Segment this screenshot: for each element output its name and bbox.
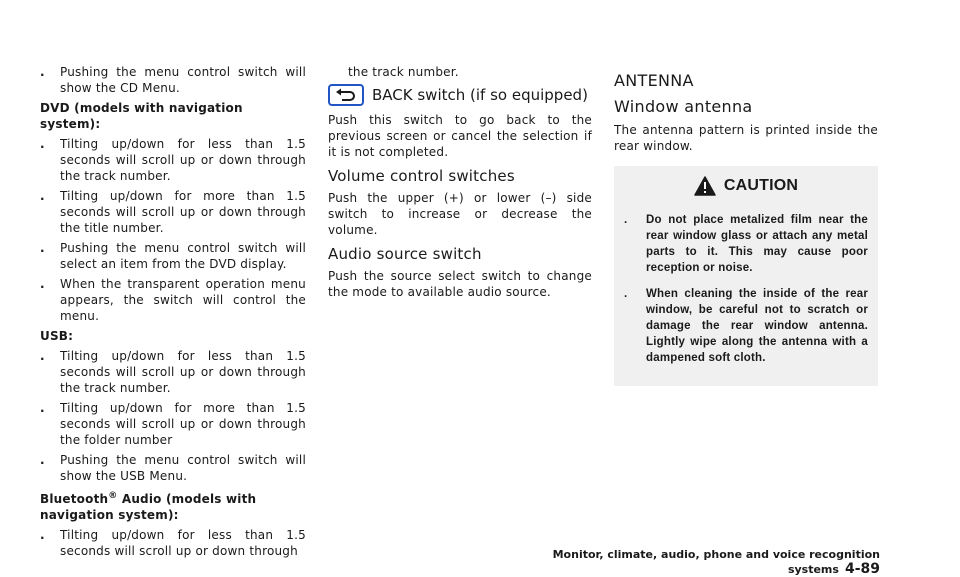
bullet-dot: . xyxy=(40,528,45,542)
column-middle xyxy=(328,64,592,306)
footer-section: Monitor, climate, audio, phone and voice recognition systems xyxy=(552,548,880,576)
bullet-dot: . xyxy=(40,65,45,79)
list-item-text: Pushing the menu control switch will show the CD Menu. xyxy=(60,65,306,95)
list-item xyxy=(40,188,306,236)
dvd-heading: DVD (models with navigation system): xyxy=(40,101,243,131)
caution-item-text: Do not place metalized film near the rear window glass or attach any metal parts to it. This may cause poor reception or noise. xyxy=(646,214,868,274)
bullet-dot: . xyxy=(40,401,45,415)
list-item xyxy=(40,348,306,396)
usb-list xyxy=(40,348,306,484)
bullet-dot: . xyxy=(40,277,45,291)
back-switch-heading xyxy=(328,84,592,106)
back-switch-text: Push this switch to go back to the previous screen or cancel the selection if it is not completed. xyxy=(328,113,592,159)
caution-item xyxy=(624,286,868,366)
bluetooth-heading-pre: Bluetooth xyxy=(40,492,109,506)
list-item-text: Tilting up/down for less than 1.5 seconds will scroll up or down through the track number. xyxy=(60,137,306,183)
list-item xyxy=(40,64,306,96)
list-item-text: Tilting up/down for less than 1.5 seconds will scroll up or down through the track number. xyxy=(60,349,306,395)
caution-item xyxy=(624,212,868,276)
back-arrow-glyph xyxy=(335,88,357,102)
bullet-dot: . xyxy=(40,189,45,203)
list-item xyxy=(40,276,306,324)
list-item xyxy=(40,452,306,484)
caution-box xyxy=(614,166,878,386)
list-item-text: Tilting up/down for more than 1.5 seconds will scroll up or down through the title number. xyxy=(60,189,306,235)
source-text: Push the source select switch to change the mode to available audio source. xyxy=(328,269,592,299)
usb-heading: USB: xyxy=(40,329,74,343)
window-antenna-text: The antenna pattern is printed inside the rear window. xyxy=(614,123,878,153)
caution-header xyxy=(614,166,878,206)
dvd-list xyxy=(40,136,306,324)
caution-body xyxy=(614,206,878,366)
list-item xyxy=(40,136,306,184)
list-item-text: When the transparent operation menu appears, the switch will control the menu. xyxy=(60,277,306,323)
bullet-dot: . xyxy=(40,137,45,151)
bluetooth-heading-post: Audio (models with navigation system): xyxy=(40,492,257,522)
list-item-text: Pushing the menu control switch will show the USB Menu. xyxy=(60,453,306,483)
registered-mark: ® xyxy=(108,491,118,501)
caution-title: CAUTION xyxy=(723,177,799,194)
continued-text: the track number. xyxy=(348,65,459,79)
antenna-title: ANTENNA xyxy=(614,71,694,90)
warning-triangle-icon xyxy=(694,176,716,196)
bluetooth-heading xyxy=(40,488,306,523)
bullet-dot: . xyxy=(40,349,45,363)
column-left xyxy=(40,64,306,563)
list-item-text: Tilting up/down for more than 1.5 seconds will scroll up or down through the folder number xyxy=(60,401,306,447)
page-footer xyxy=(500,548,880,577)
bullet-dot: . xyxy=(624,288,628,300)
volume-title: Volume control switches xyxy=(328,167,515,185)
column-right xyxy=(614,70,878,386)
volume-text: Push the upper (+) or lower (–) side switch to increase or decrease the volume. xyxy=(328,191,592,237)
back-switch-title: BACK switch (if so equipped) xyxy=(372,86,588,104)
bullet-dot: . xyxy=(40,241,45,255)
bullet-dot: . xyxy=(40,453,45,467)
page-number: 4-89 xyxy=(844,561,880,577)
list-item xyxy=(40,400,306,448)
window-antenna-title: Window antenna xyxy=(614,97,753,116)
list-item xyxy=(40,240,306,272)
caution-item-text: When cleaning the inside of the rear window, be careful not to scratch or damage the rear window antenna. Lightly wipe along the antenna with a dampened soft cloth. xyxy=(646,288,868,364)
list-item-text: Pushing the menu control switch will select an item from the DVD display. xyxy=(60,241,306,271)
bullet-dot: . xyxy=(624,214,628,226)
list-item-text: Tilting up/down for less than 1.5 seconds will scroll up or down through xyxy=(60,528,306,558)
back-arrow-icon xyxy=(328,84,364,106)
source-title: Audio source switch xyxy=(328,245,482,263)
list-item xyxy=(40,527,306,559)
